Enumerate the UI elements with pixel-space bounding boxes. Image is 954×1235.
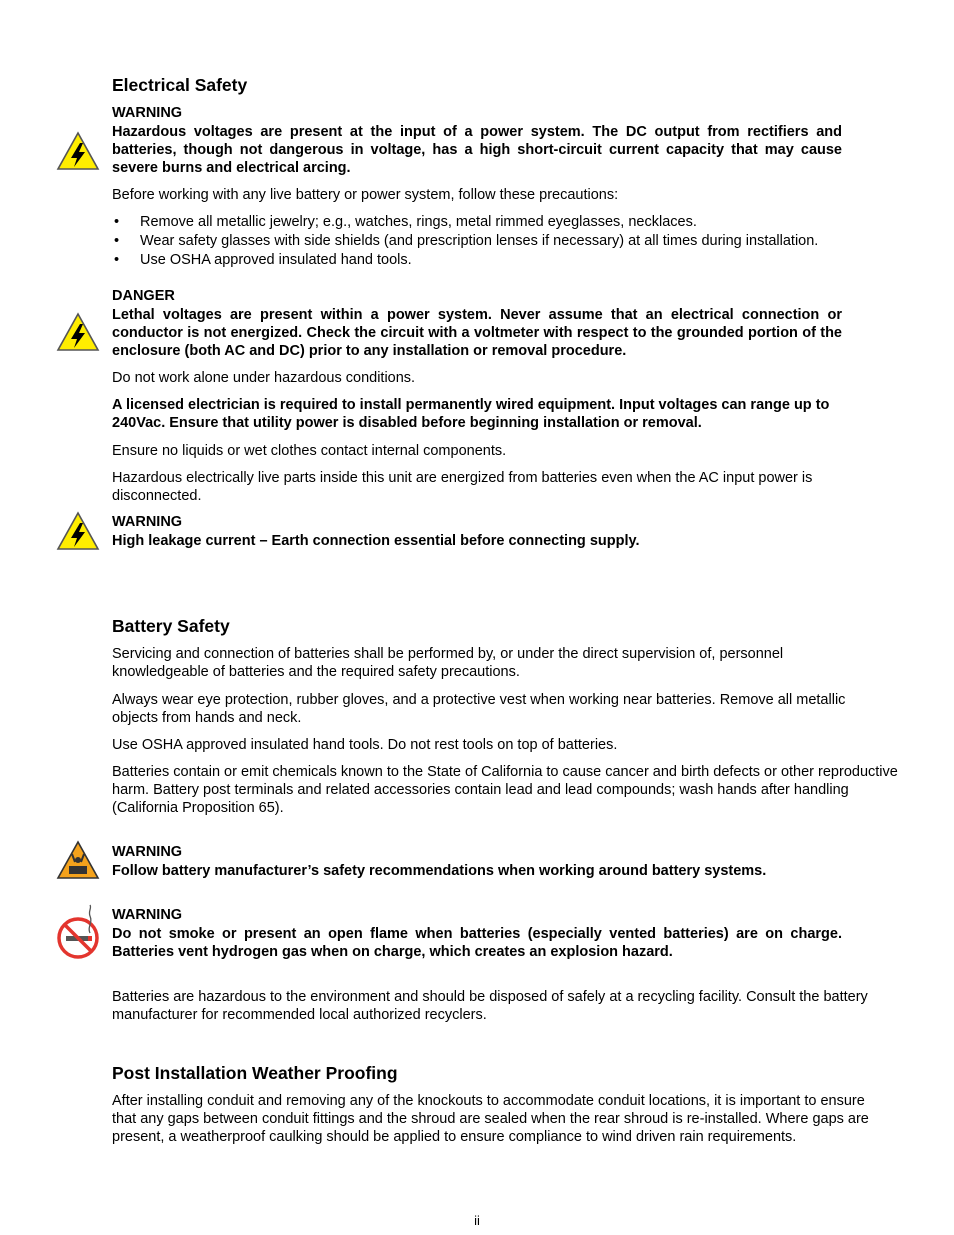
paragraph: Ensure no liquids or wet clothes contact internal components. — [112, 443, 507, 459]
paragraph: Servicing and connection of batteries shall be performed by, or under the direct supervision of, personnel knowledgeable of batteries and the required safety precautions. — [112, 646, 784, 680]
warning-label: WARNING — [112, 844, 183, 860]
list-item: • Use OSHA approved insulated hand tools. — [112, 251, 902, 270]
warning-label: WARNING — [112, 514, 183, 530]
list-item: • Wear safety glasses with side shields (and prescription lenses if necessary) at all times during installation. — [112, 232, 902, 251]
warning-text: Hazardous voltages are present at the input of a power system. The DC output from rectifiers and batteries, though not dangerous in voltage, has a high short-circuit current capacity that may cause severe burns and electrical arcing. — [112, 124, 842, 176]
paragraph: After installing conduit and removing any of the knockouts to accommodate conduit locations, it is important to ensure that any gaps between conduit fittings and the shroud are sealed when the rear shroud is re-installed. Where gaps are present, a weatherproof caulking should be applied to ensure compliance to wind driven rain requirements. — [112, 1093, 869, 1145]
paragraph: Always wear eye protection, rubber gloves, and a protective vest when working near batteries. Remove all metallic objects from hands and neck. — [112, 692, 846, 726]
chemical-hazard-icon — [56, 840, 100, 882]
danger-text: Lethal voltages are present within a power system. Never assume that an electrical connection or conductor is not energized. Check the circuit with a voltmeter with respect to the grounded portion of the enclosure (both AC and DC) prior to any installation or removal procedure. — [112, 307, 842, 359]
danger-label: DANGER — [112, 288, 175, 304]
paragraph: Batteries contain or emit chemicals known to the State of California to cause cancer and birth defects or other reproductive harm. Battery post terminals and related accessories contain lead and lead compounds; wash hands after handling (California Proposition 65). — [112, 764, 898, 816]
paragraph: Hazardous electrically live parts inside this unit are energized from batteries even when the AC input power is disconnected. — [112, 470, 813, 504]
paragraph: Do not work alone under hazardous conditions. — [112, 370, 416, 386]
no-smoking-icon — [56, 904, 100, 960]
section-title-weather-proofing: Post Installation Weather Proofing — [112, 1063, 398, 1083]
warning-label: WARNING — [112, 105, 183, 121]
paragraph-bold: A licensed electrician is required to install permanently wired equipment. Input voltages can range up to 240Vac. Ensure that utility power is disabled before beginning installation or removal. — [112, 397, 830, 431]
warning-text: High leakage current – Earth connection essential before connecting supply. — [112, 533, 640, 549]
section-title-electrical-safety: Electrical Safety — [112, 75, 248, 95]
page-number: ii — [474, 1213, 480, 1228]
paragraph: Before working with any live battery or power system, follow these precautions: — [112, 187, 619, 203]
warning-text: Follow battery manufacturer’s safety recommendations when working around battery systems. — [112, 863, 767, 879]
list-item: • Remove all metallic jewelry; e.g., watches, rings, metal rimmed eyeglasses, necklaces. — [112, 213, 902, 232]
electrical-hazard-icon — [56, 511, 100, 553]
paragraph: Use OSHA approved insulated hand tools. Do not rest tools on top of batteries. — [112, 737, 618, 753]
warning-text: Do not smoke or present an open flame when batteries (especially vented batteries) are on charge. Batteries vent hydrogen gas when on charge, which creates an explosion hazard. — [112, 926, 842, 960]
electrical-hazard-icon — [56, 312, 100, 354]
electrical-hazard-icon — [56, 131, 100, 173]
precautions-list — [112, 213, 902, 270]
warning-label: WARNING — [112, 907, 183, 923]
paragraph: Batteries are hazardous to the environment and should be disposed of safely at a recycling facility. Consult the battery manufacturer for recommended local authorized recyclers. — [112, 989, 868, 1023]
section-title-battery-safety: Battery Safety — [112, 616, 230, 636]
